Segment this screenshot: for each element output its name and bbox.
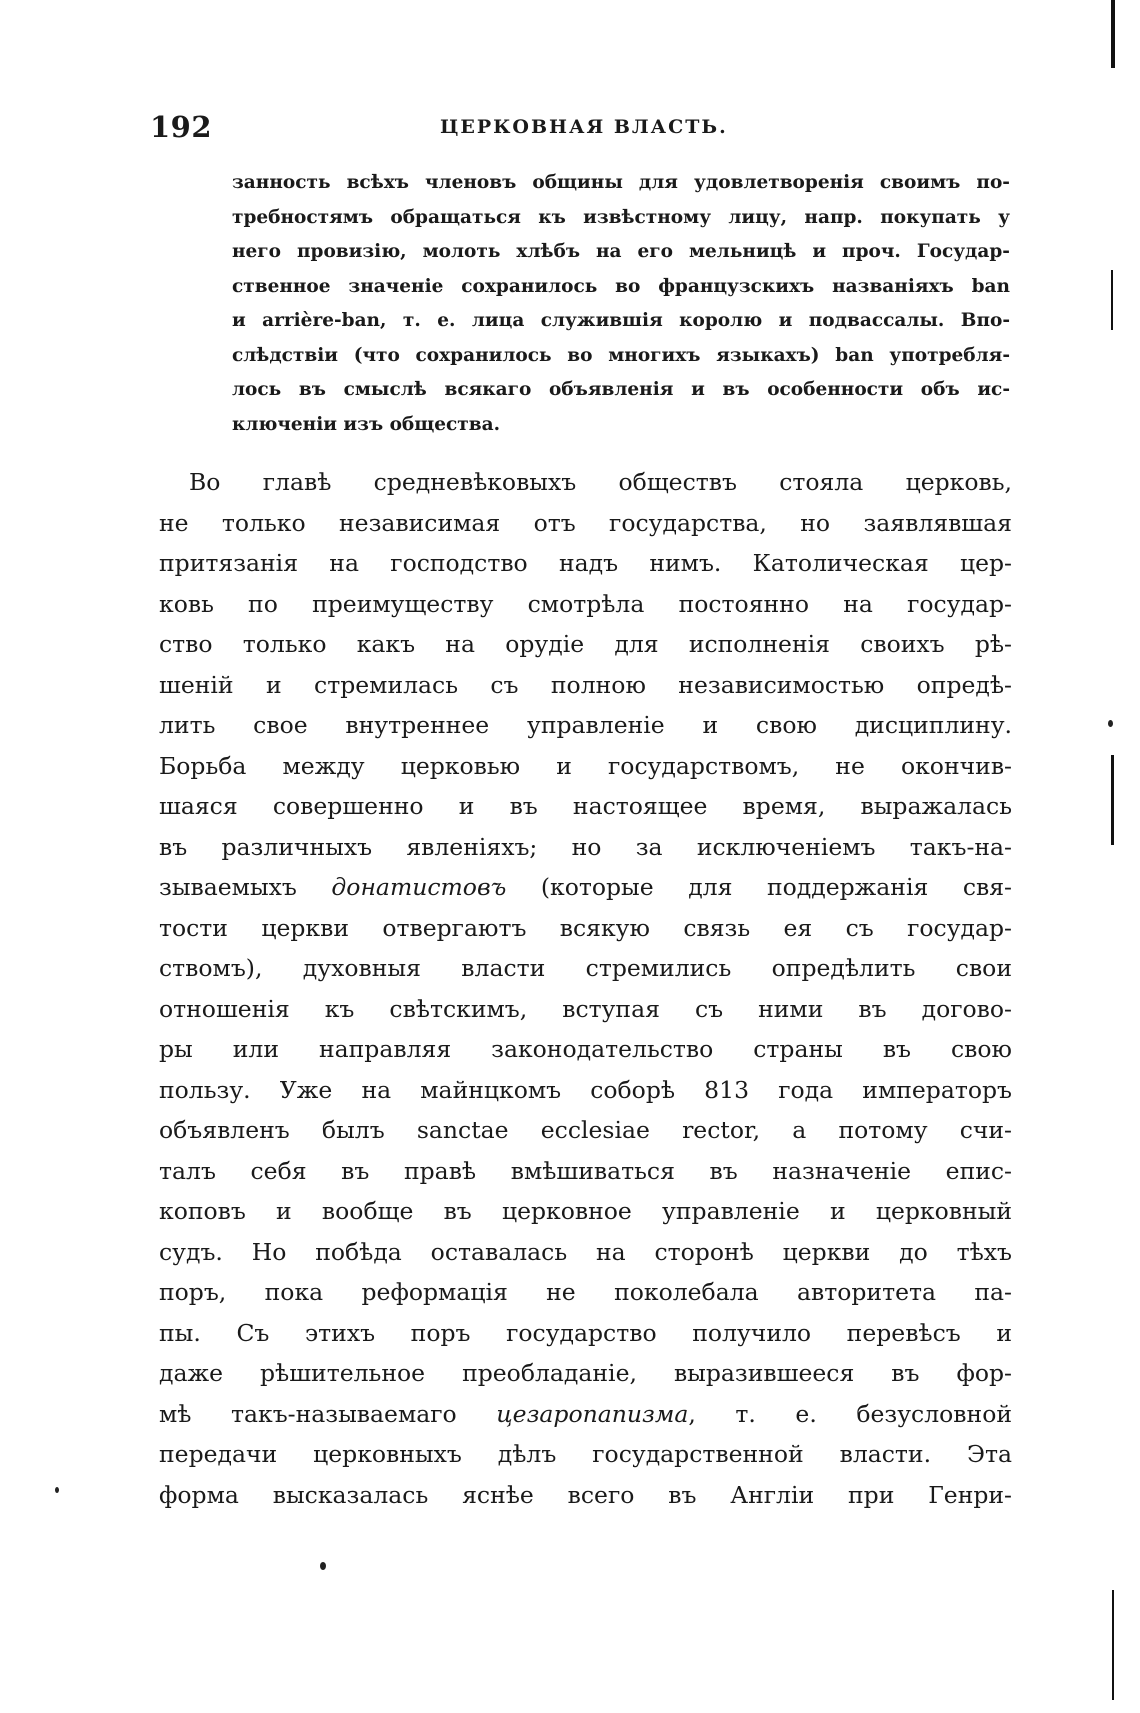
footnote-line: него провизію, молоть хлѣбъ на его мельницѣ и проч. Государ- (232, 241, 1010, 262)
text-line: даже рѣшительное преобладаніе, выразившееся въ фор- (159, 1359, 1012, 1387)
text-line: шеній и стремилась съ полною независимостью опредѣ- (159, 670, 1012, 699)
text-line: объявленъ былъ sanctae ecclesiae rector, а потому счи- (159, 1116, 1012, 1144)
text-run: зываемыхъ (159, 873, 332, 901)
footnote (232, 166, 1010, 442)
text-line: передачи церковныхъ дѣлъ государственной власти. Эта (159, 1440, 1012, 1468)
scan-edge-mark (1111, 270, 1113, 330)
footnote-line: требностямъ обращаться къ извѣстному лицу, напр. покупать у (232, 206, 1010, 228)
ink-speck (320, 1562, 326, 1570)
text-line: пы. Съ этихъ поръ государство получило перевѣсъ и (159, 1318, 1012, 1347)
text-line (159, 867, 1012, 908)
text-line: форма высказалась яснѣе всего въ Англіи при Генри- (159, 1480, 1012, 1509)
footnote-line: ственное значеніе сохранилось во французскихъ названіяхъ ban (232, 275, 1010, 297)
footnote-line: ключеніи изъ общества. (232, 413, 501, 435)
footnote-line: и arrière-ban, т. е. лица служившія королю и подвассалы. Впо- (232, 310, 1010, 331)
text-line: пользу. Уже на майнцкомъ соборѣ 813 года императоръ (159, 1075, 1012, 1104)
italic-term: донатистовъ (331, 873, 507, 901)
text-line: поръ, пока реформація не поколебала авторитета па- (159, 1278, 1012, 1306)
text-line: коповъ и вообще въ церковное управленіе и церковный (159, 1197, 1012, 1225)
text-line (159, 1394, 1012, 1435)
text-line: ствомъ), духовныя власти стремились опредѣлить свои (159, 954, 1012, 982)
scan-edge-mark (1111, 755, 1114, 845)
scan-edge-mark (1112, 1590, 1114, 1700)
main-text (159, 462, 1012, 1515)
page-header (150, 110, 1010, 150)
text-line: ры или направляя законодательство страны въ свою (159, 1035, 1012, 1063)
text-line: отношенія къ свѣтскимъ, вступая съ ними въ догово- (159, 994, 1012, 1023)
text-line: шаяся совершенно и въ настоящее время, выражалась (159, 792, 1012, 820)
text-run: мѣ такъ-называемаго (159, 1399, 497, 1428)
text-run: , т. е. безусловной (688, 1399, 1012, 1428)
text-line: въ различныхъ явленіяхъ; но за исключеніемъ такъ-на- (159, 832, 1012, 861)
text-line: ковь по преимуществу смотрѣла постоянно на государ- (159, 589, 1012, 618)
footnote-line: занность всѣхъ членовъ общины для удовлетворенія своимъ по- (232, 172, 1010, 193)
text-line: Борьба между церковью и государствомъ, не окончив- (159, 751, 1012, 780)
text-line: ство только какъ на орудіе для исполненія своихъ рѣ- (159, 630, 1012, 658)
text-line: лить свое внутреннее управленіе и свою дисциплину. (159, 711, 1012, 739)
text-line: Во главѣ средневѣковыхъ обществъ стояла церковь, (189, 468, 1012, 496)
text-run: (которые для поддержанія свя- (506, 873, 1012, 901)
page-number: 192 (150, 110, 213, 144)
text-line: тости церкви отвергаютъ всякую связь ея съ государ- (159, 913, 1012, 942)
ink-speck (55, 1487, 59, 1493)
ink-speck (1108, 720, 1113, 727)
running-head: ЦЕРКОВНАЯ ВЛАСТЬ. (440, 116, 728, 138)
scan-edge-mark (1111, 0, 1115, 68)
text-line: талъ себя въ правѣ вмѣшиваться въ назначеніе епис- (159, 1156, 1012, 1185)
footnote-line: слѣдствіи (что сохранилось во многихъ языкахъ) ban употребля- (232, 344, 1010, 366)
text-line: не только независимая отъ государства, но заявлявшая (159, 508, 1012, 537)
italic-term: цезаропапизма (496, 1399, 689, 1428)
footnote-line: лось въ смыслѣ всякаго объявленія и въ особенности объ ис- (232, 379, 1010, 400)
text-line: притязанія на господство надъ нимъ. Католическая цер- (159, 549, 1012, 577)
text-line: судъ. Но побѣда оставалась на сторонѣ церкви до тѣхъ (159, 1237, 1012, 1266)
